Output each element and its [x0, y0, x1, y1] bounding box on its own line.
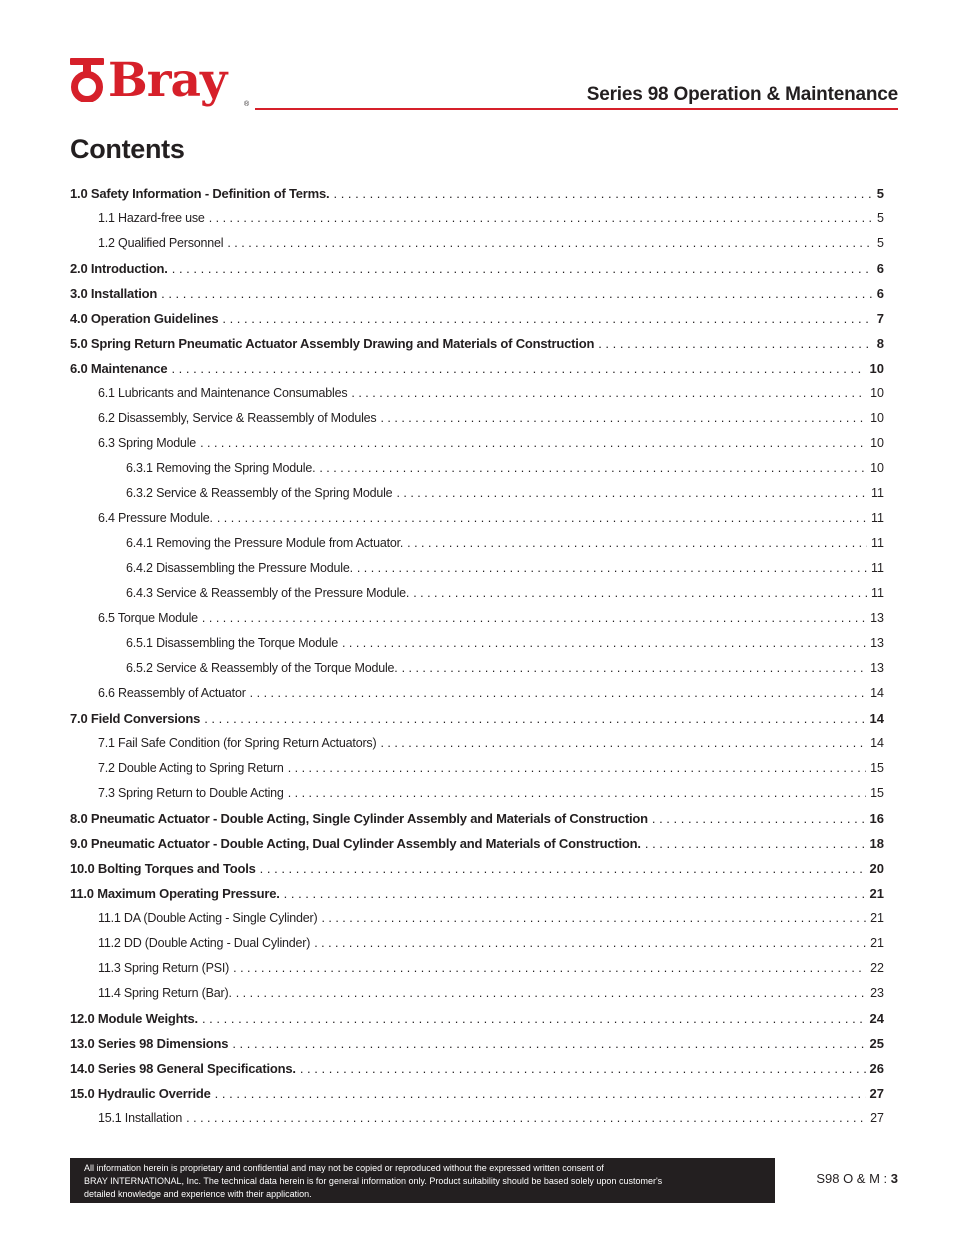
toc-entry-page: 11: [871, 586, 884, 600]
toc-entry-label: 6.6 Reassembly of Actuator: [98, 686, 246, 700]
toc-entry-label: 15.0 Hydraulic Override: [70, 1086, 211, 1101]
toc-dot-leader: [250, 681, 866, 706]
toc-entry-label: 3.0 Installation: [70, 286, 158, 301]
toc-entry-label: 9.0 Pneumatic Actuator - Double Acting, Dual Cylinder Assembly and Materials of Construction.: [70, 836, 641, 851]
toc-entry[interactable]: [70, 606, 884, 631]
toc-entry[interactable]: [70, 1031, 884, 1056]
toc-entry-label: 8.0 Pneumatic Actuator - Double Acting, Single Cylinder Assembly and Materials of Construction: [70, 811, 648, 826]
toc-entry-page: 27: [869, 1086, 884, 1101]
toc-dot-leader: [186, 1106, 866, 1131]
toc-dot-leader: [202, 1006, 866, 1031]
toc-entry-label: 11.2 DD (Double Acting - Dual Cylinder): [98, 936, 311, 950]
table-of-contents: [70, 181, 884, 1131]
header-rule: [255, 108, 898, 110]
toc-entry-label: 4.0 Operation Guidelines: [70, 311, 219, 326]
toc-entry-label: 5.0 Spring Return Pneumatic Actuator Assembly Drawing and Materials of Construction: [70, 336, 595, 351]
toc-entry-label: 11.4 Spring Return (Bar).: [98, 986, 232, 1000]
toc-entry-label: 7.3 Spring Return to Double Acting: [98, 786, 284, 800]
toc-entry-label: 11.1 DA (Double Acting - Single Cylinder): [98, 911, 318, 925]
toc-entry[interactable]: [70, 831, 884, 856]
toc-entry-page: 14: [870, 736, 884, 750]
toc-entry-page: 14: [869, 711, 884, 726]
toc-dot-leader: [161, 281, 873, 306]
toc-entry-label: 6.1 Lubricants and Maintenance Consumables: [98, 386, 348, 400]
toc-dot-leader: [598, 331, 873, 356]
toc-dot-leader: [321, 906, 866, 931]
toc-entry[interactable]: [70, 931, 884, 956]
toc-dot-leader: [380, 731, 866, 756]
toc-entry-label: 6.0 Maintenance: [70, 361, 168, 376]
toc-entry-label: 6.4.3 Service & Reassembly of the Pressure Module.: [126, 586, 410, 600]
toc-dot-leader: [300, 1056, 866, 1081]
toc-entry-page: 10: [870, 386, 884, 400]
toc-entry[interactable]: [70, 356, 884, 381]
toc-entry-label: 2.0 Introduction.: [70, 261, 168, 276]
toc-dot-leader: [413, 581, 867, 606]
toc-entry-page: 13: [870, 636, 884, 650]
toc-entry-page: 5: [877, 236, 884, 250]
toc-entry-page: 6: [876, 261, 884, 276]
toc-entry[interactable]: [70, 881, 884, 906]
bray-emblem-icon: [70, 56, 106, 102]
toc-entry-label: 7.1 Fail Safe Condition (for Spring Return Actuators): [98, 736, 377, 750]
toc-entry[interactable]: [70, 906, 884, 931]
toc-entry[interactable]: [70, 1056, 884, 1081]
toc-entry-page: 10: [870, 411, 884, 425]
toc-entry-page: 21: [869, 886, 884, 901]
toc-entry-label: 6.2 Disassembly, Service & Reassembly of Modules: [98, 411, 377, 425]
toc-entry-page: 5: [877, 211, 884, 225]
toc-entry-label: 14.0 Series 98 General Specifications.: [70, 1061, 296, 1076]
toc-entry-page: 25: [869, 1036, 884, 1051]
toc-dot-leader: [215, 1081, 866, 1106]
toc-dot-leader: [380, 406, 866, 431]
toc-entry-page: 11: [871, 561, 884, 575]
toc-entry[interactable]: [70, 1006, 884, 1031]
toc-dot-leader: [333, 181, 872, 206]
toc-entry-page: 5: [876, 186, 884, 201]
toc-entry[interactable]: [70, 181, 884, 206]
toc-entry-page: 13: [870, 661, 884, 675]
toc-dot-leader: [342, 631, 866, 656]
toc-dot-leader: [645, 831, 866, 856]
toc-entry[interactable]: [70, 306, 884, 331]
toc-entry-page: 15: [870, 786, 884, 800]
toc-entry[interactable]: [70, 1081, 884, 1106]
toc-entry-page: 15: [870, 761, 884, 775]
toc-entry-page: 13: [870, 611, 884, 625]
toc-entry[interactable]: [70, 256, 884, 281]
toc-entry-page: 14: [870, 686, 884, 700]
toc-entry-page: 11: [871, 486, 884, 500]
registered-mark: ®: [244, 101, 250, 108]
toc-entry-page: 10: [870, 436, 884, 450]
toc-entry-page: 20: [869, 861, 884, 876]
toc-dot-leader: [407, 531, 867, 556]
disclaimer-line: detailed knowledge and experience with their application.: [84, 1189, 312, 1199]
page-header: [0, 0, 954, 140]
toc-entry-label: 7.0 Field Conversions: [70, 711, 201, 726]
toc-entry-label: 11.3 Spring Return (PSI): [98, 961, 230, 975]
toc-entry-label: 6.5.1 Disassembling the Torque Module: [126, 636, 338, 650]
toc-dot-leader: [652, 806, 866, 831]
toc-entry[interactable]: [70, 681, 884, 706]
toc-dot-leader: [319, 456, 866, 481]
toc-entry-page: 10: [870, 461, 884, 475]
toc-entry-label: 6.5 Torque Module: [98, 611, 198, 625]
toc-entry[interactable]: [70, 1106, 884, 1131]
toc-entry-label: 6.4.1 Removing the Pressure Module from Actuator.: [126, 536, 404, 550]
page-number: [816, 1171, 898, 1186]
toc-entry-label: 6.4 Pressure Module.: [98, 511, 213, 525]
toc-dot-leader: [314, 931, 866, 956]
toc-dot-leader: [209, 206, 873, 231]
toc-entry[interactable]: [70, 631, 884, 656]
toc-entry-label: 6.3.1 Removing the Spring Module.: [126, 461, 316, 475]
toc-dot-leader: [233, 956, 866, 981]
toc-dot-leader: [222, 306, 872, 331]
toc-dot-leader: [402, 656, 867, 681]
toc-entry[interactable]: [70, 656, 884, 681]
toc-entry-label: 13.0 Series 98 Dimensions: [70, 1036, 229, 1051]
toc-entry-page: 16: [869, 811, 884, 826]
toc-entry[interactable]: [70, 956, 884, 981]
toc-entry-page: 10: [869, 361, 884, 376]
toc-entry-page: 8: [876, 336, 884, 351]
toc-entry-page: 6: [876, 286, 884, 301]
toc-dot-leader: [284, 881, 866, 906]
toc-entry[interactable]: [70, 406, 884, 431]
toc-entry[interactable]: [70, 531, 884, 556]
toc-dot-leader: [396, 481, 867, 506]
toc-dot-leader: [172, 256, 873, 281]
toc-entry[interactable]: [70, 981, 884, 1006]
toc-dot-leader: [171, 356, 865, 381]
bray-logo: [70, 53, 270, 118]
toc-entry-page: 23: [870, 986, 884, 1000]
toc-entry-label: 1.0 Safety Information - Definition of Terms.: [70, 186, 330, 201]
toc-entry-label: 6.5.2 Service & Reassembly of the Torque Module.: [126, 661, 398, 675]
toc-entry-page: 27: [870, 1111, 884, 1125]
footer-disclaimer: [70, 1158, 775, 1203]
toc-dot-leader: [236, 981, 866, 1006]
toc-entry-label: 10.0 Bolting Torques and Tools: [70, 861, 256, 876]
page-number-value: 3: [890, 1171, 898, 1186]
page-title: Contents: [70, 134, 185, 164]
toc-entry[interactable]: [70, 706, 884, 731]
toc-entry[interactable]: [70, 756, 884, 781]
toc-entry[interactable]: [70, 281, 884, 306]
toc-dot-leader: [202, 606, 866, 631]
toc-dot-leader: [351, 381, 866, 406]
toc-entry-label: 15.1 Installation: [98, 1111, 183, 1125]
toc-entry-label: 6.3 Spring Module: [98, 436, 197, 450]
toc-entry-page: 26: [869, 1061, 884, 1076]
toc-entry[interactable]: [70, 481, 884, 506]
toc-entry-page: 21: [870, 936, 884, 950]
toc-entry-label: 1.2 Qualified Personnel: [98, 236, 224, 250]
toc-entry[interactable]: [70, 456, 884, 481]
toc-dot-leader: [260, 856, 866, 881]
toc-entry-page: 18: [869, 836, 884, 851]
toc-dot-leader: [227, 231, 873, 256]
toc-entry[interactable]: [70, 731, 884, 756]
toc-dot-leader: [288, 756, 866, 781]
toc-entry-page: 22: [870, 961, 884, 975]
toc-entry-label: 11.0 Maximum Operating Pressure.: [70, 886, 280, 901]
toc-entry[interactable]: [70, 806, 884, 831]
toc-entry-label: 6.3.2 Service & Reassembly of the Spring Module: [126, 486, 393, 500]
toc-entry[interactable]: [70, 581, 884, 606]
disclaimer-line: BRAY INTERNATIONAL, Inc. The technical data herein is for general information only. Product suitability should be based solely upon customer's: [84, 1176, 663, 1186]
toc-dot-leader: [200, 431, 866, 456]
document-title: Series 98 Operation & Maintenance: [586, 84, 898, 105]
toc-entry-page: 11: [871, 511, 884, 525]
toc-dot-leader: [288, 781, 866, 806]
page-label: S98 O & M :: [816, 1171, 891, 1186]
toc-entry-page: 11: [871, 536, 884, 550]
toc-entry[interactable]: [70, 331, 884, 356]
toc-entry[interactable]: [70, 381, 884, 406]
toc-entry-page: 7: [876, 311, 884, 326]
toc-entry-page: 21: [870, 911, 884, 925]
toc-entry[interactable]: [70, 856, 884, 881]
toc-dot-leader: [204, 706, 865, 731]
toc-entry[interactable]: [70, 506, 884, 531]
toc-entry-label: 1.1 Hazard-free use: [98, 211, 205, 225]
toc-entry-page: 24: [869, 1011, 884, 1026]
brand-wordmark: Bray: [108, 53, 227, 108]
toc-entry-label: 12.0 Module Weights.: [70, 1011, 198, 1026]
toc-entry-label: 6.4.2 Disassembling the Pressure Module.: [126, 561, 353, 575]
toc-entry[interactable]: [70, 431, 884, 456]
toc-entry[interactable]: [70, 556, 884, 581]
toc-dot-leader: [357, 556, 867, 581]
toc-dot-leader: [217, 506, 867, 531]
toc-entry[interactable]: [70, 231, 884, 256]
toc-entry[interactable]: [70, 781, 884, 806]
disclaimer-line: All information herein is proprietary and confidential and may not be copied or reproduced without the expressed written consent of: [84, 1163, 604, 1173]
toc-entry-label: 7.2 Double Acting to Spring Return: [98, 761, 284, 775]
toc-dot-leader: [232, 1031, 865, 1056]
toc-entry[interactable]: [70, 206, 884, 231]
